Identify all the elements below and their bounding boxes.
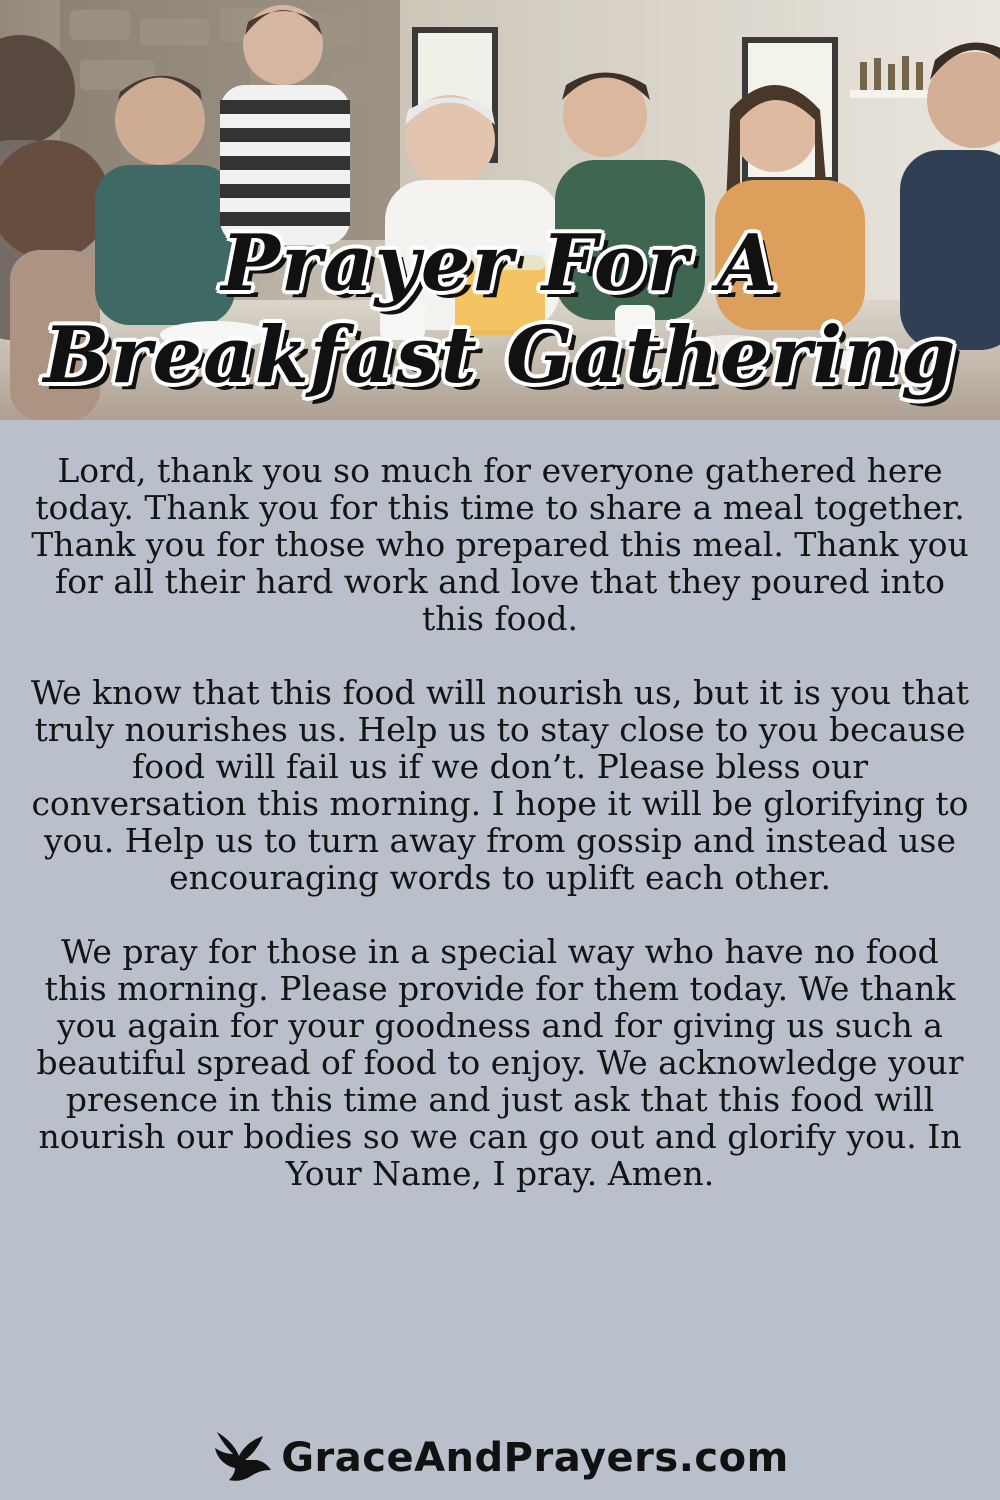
prayer-paragraph-1: Lord, thank you so much for everyone gathered here today. Thank you for this time to share a meal together. Thank you for those who prepared this meal. Thank you for all their hard work and love that they poured into this food. <box>31 451 969 638</box>
prayer-paragraph-3: We pray for those in a special way who have no food this morning. Please provide for them today. We thank you again for your goodness and for giving us such a beautiful spread of food to enjoy. We acknowledge your presence in this time and just ask that this food will nourish our bodies so we can go out and glorify you. In Your Name, I pray. Amen. <box>36 932 964 1193</box>
title-line-2: Breakfast Gathering <box>43 310 957 401</box>
brand-link[interactable]: GraceAndPrayers.com <box>281 1435 789 1481</box>
prayer-text <box>30 452 970 1229</box>
dove-icon <box>211 1428 275 1488</box>
prayer-paragraph-2: We know that this food will nourish us, but it is you that truly nourishes us. Help us to stay close to you because food will fail us if we don’t. Please bless our conversation this morning. I hope it will be glorifying to you. Help us to turn away from gossip and instead use encouraging words to uplift each other. <box>30 673 970 897</box>
footer <box>0 1428 1000 1488</box>
page-title <box>0 218 1000 402</box>
title-line-1: Prayer For A <box>221 218 779 309</box>
